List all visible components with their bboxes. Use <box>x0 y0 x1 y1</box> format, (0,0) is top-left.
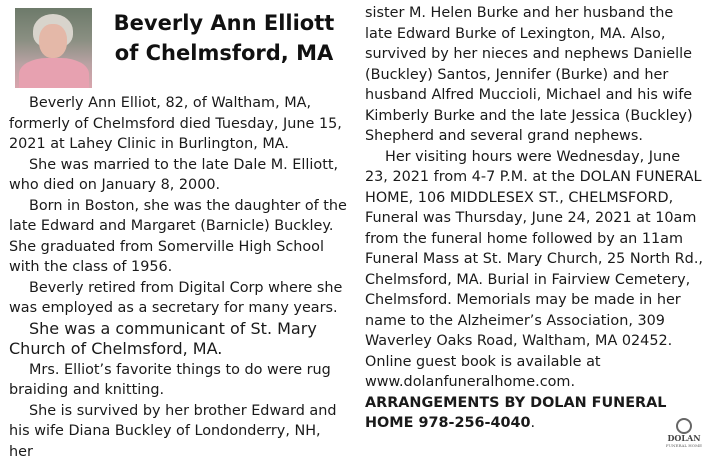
arrangements-text: ARRANGEMENTS BY DOLAN FUNERAL HOME 978-256-4040 <box>365 395 666 432</box>
dolan-logo-word: DOLAN <box>664 434 704 443</box>
dolan-logo <box>664 418 704 451</box>
paragraph-church: She was a communicant of St. Mary Church of Chelmsford, MA. <box>9 319 347 360</box>
dolan-logo-sub: FUNERAL HOME <box>664 443 704 448</box>
paragraph-birth: Born in Boston, she was the daughter of the late Edward and Margaret (Barnicle) Buckley. She graduated from Somerville High School with the class of 1956. <box>9 196 347 278</box>
paragraph-survivors-continued: sister M. Helen Burke and her husband the late Edward Burke of Lexington, MA. Also, survived by her nieces and nephews Danielle (Buckley) Santos, Jennifer (Burke) and her husband Alfred Muccioli, Michael and his wife Kimberly Burke and the late Jessica (Buckley) Shepherd and several grand nephews. <box>365 3 703 147</box>
services-text: Her visiting hours were Wednesday, June 23, 2021 from 4-7 P.M. at the DOLAN FUNERAL HOME, 106 MIDDLESEX ST., CHELMSFORD, Funeral was Thursday, June 24, 2021 at 10am from the funeral home followed by an 11am Funeral Mass at St. Mary Church, 25 North Rd., Chelmsford, MA. Burial in Fairview Cemetery, Chelmsford. Memorials may be made in her name to the Alzheimer’s Association, 309 Waverley Oaks Road, Waltham, MA 02452. Online guest book is available at www.dolanfuneralhome.com. <box>365 149 703 391</box>
paragraph-career: Beverly retired from Digital Corp where she was employed as a secretary for many years. <box>9 278 347 319</box>
services-end: . <box>531 415 536 431</box>
paragraph-services <box>365 147 703 434</box>
paragraph-death: Beverly Ann Elliot, 82, of Waltham, MA, formerly of Chelmsford died Tuesday, June 15, 2021 at Lahey Clinic in Burlington, MA. <box>9 93 347 155</box>
dolan-logo-mark <box>676 418 692 434</box>
paragraph-spouse: She was married to the late Dale M. Elliott, who died on January 8, 2000. <box>9 155 347 196</box>
obituary-title <box>96 8 352 68</box>
title-location: of Chelmsford, MA <box>96 38 352 68</box>
paragraph-survivors: She is survived by her brother Edward and his wife Diana Buckley of Londonderry, NH, her <box>9 401 347 462</box>
title-name: Beverly Ann Elliott <box>96 8 352 38</box>
portrait-photo <box>15 8 92 88</box>
portrait-body <box>19 58 89 88</box>
left-column <box>9 93 347 462</box>
portrait-face <box>39 24 67 58</box>
right-column <box>365 3 703 434</box>
paragraph-hobbies: Mrs. Elliot’s favorite things to do were rug braiding and knitting. <box>9 360 347 401</box>
